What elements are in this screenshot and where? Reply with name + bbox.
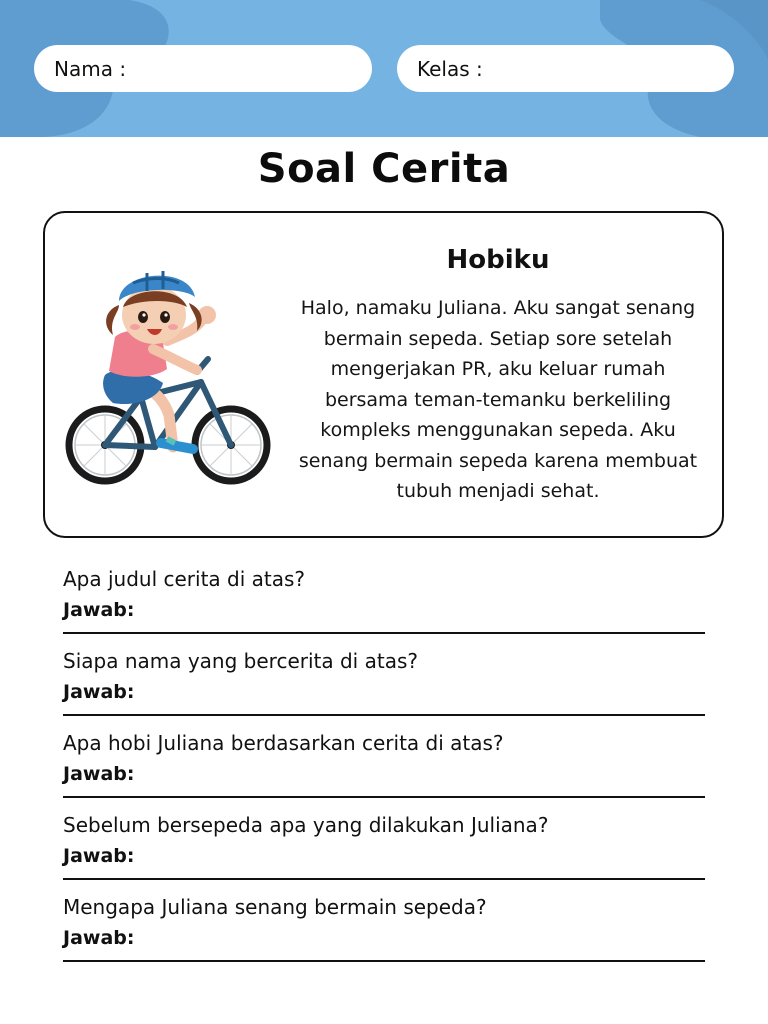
answer-line[interactable]	[63, 632, 705, 634]
story-title: Hobiku	[446, 245, 550, 275]
story-text: Halo, namaku Juliana. Aku sangat senang bermain sepeda. Setiap sore setelah mengerjakan PR, aku keluar rumah bersama teman-temanku berkeliling kompleks menggunakan sepeda. Aku senang bermain sepeda karena membuat tubuh menjadi sehat.	[298, 297, 698, 502]
question-item	[63, 727, 705, 809]
question-list	[63, 563, 705, 973]
answer-line[interactable]	[63, 714, 705, 716]
page-title: Soal Cerita	[257, 146, 511, 192]
girl-riding-bicycle-icon	[63, 257, 275, 495]
story-box	[43, 211, 724, 538]
answer-label: Jawab:	[63, 927, 135, 949]
question-item	[63, 563, 705, 645]
answer-label: Jawab:	[63, 763, 135, 785]
answer-label: Jawab:	[63, 845, 135, 867]
question-item	[63, 645, 705, 727]
class-field[interactable]	[397, 45, 734, 92]
question-item	[63, 809, 705, 891]
answer-line[interactable]	[63, 796, 705, 798]
name-field[interactable]	[34, 45, 372, 92]
answer-label: Jawab:	[63, 681, 135, 703]
question-text: Apa judul cerita di atas?	[63, 567, 306, 591]
question-text: Sebelum bersepeda apa yang dilakukan Juliana?	[63, 813, 549, 837]
question-text: Siapa nama yang bercerita di atas?	[63, 649, 418, 673]
answer-line[interactable]	[63, 960, 705, 962]
answer-label: Jawab:	[63, 599, 135, 621]
class-label: Kelas :	[417, 56, 483, 81]
question-item	[63, 891, 705, 973]
question-text: Apa hobi Juliana berdasarkan cerita di atas?	[63, 731, 504, 755]
name-label: Nama :	[54, 56, 127, 81]
header-band	[0, 0, 768, 137]
question-text: Mengapa Juliana senang bermain sepeda?	[63, 895, 487, 919]
answer-line[interactable]	[63, 878, 705, 880]
